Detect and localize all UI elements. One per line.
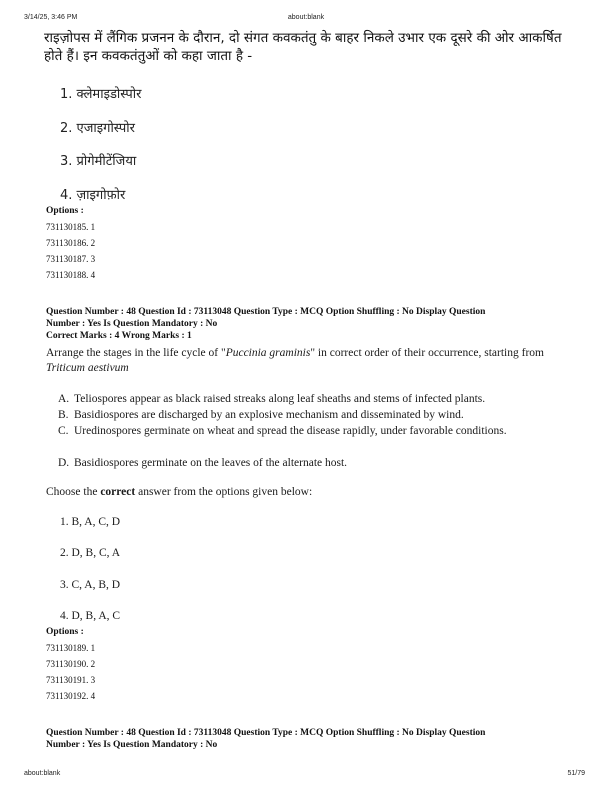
hindi-question-text: राइज़ोपस में लैंगिक प्रजनन के दौरान, दो संगत कवकतंतु के बाहर निकले उभार एक दूसरे की ओर आकर्षित होते हैं। इन कवकतंतुओं को कहा जाता है - xyxy=(44,30,562,64)
question-text-part: Arrange the stages in the life cycle of " xyxy=(46,347,226,359)
hindi-option-1: 1. क्लेमाइडोस्पोर xyxy=(60,87,142,102)
question-marks: Correct Marks : 4 Wrong Marks : 1 xyxy=(46,331,192,341)
question-meta xyxy=(46,306,576,342)
option-id: 731130191. 3 xyxy=(46,675,96,685)
next-question-meta xyxy=(46,727,576,751)
statement-letter: A. xyxy=(58,393,70,405)
question-text-part: " in correct order of their occurrence, starting from xyxy=(310,347,544,359)
option-id: 731130192. 4 xyxy=(46,691,96,701)
choose-emphasis: correct xyxy=(100,486,136,498)
question-meta-line: Number : Yes Is Question Mandatory : No xyxy=(46,319,218,329)
choose-instruction xyxy=(46,486,312,498)
options-label: Options : xyxy=(46,627,84,637)
statement-text: Teliospores appear as black raised streaks along leaf sheaths and stems of infected plants. xyxy=(74,393,486,405)
answer-option-1: 1. B, A, C, D xyxy=(60,516,121,528)
print-datetime: 3/14/25, 3:46 PM xyxy=(24,14,78,21)
print-page-title: about:blank xyxy=(287,14,325,21)
question-text xyxy=(46,346,576,376)
option-id: 731130186. 2 xyxy=(46,238,96,248)
question-meta-line: Question Number : 48 Question Id : 73113048 Question Type : MCQ Option Shuffling : No Display Question xyxy=(46,307,486,317)
option-id: 731130187. 3 xyxy=(46,254,96,264)
option-id: 731130185. 1 xyxy=(46,222,96,232)
statement-letter: C. xyxy=(58,425,69,437)
question-species-name: Puccinia graminis xyxy=(225,347,311,359)
question-host-name: Triticum aestivum xyxy=(46,362,129,374)
option-id: 731130189. 1 xyxy=(46,643,96,653)
hindi-option-4: 4. ज़ाइगोफ़ोर xyxy=(60,188,126,203)
options-label: Options : xyxy=(46,206,84,216)
hindi-option-2: 2. एजाइगोस्पोर xyxy=(60,121,135,136)
statement-text: Basidiospores germinate on the leaves of the alternate host. xyxy=(74,457,348,469)
answer-option-4: 4. D, B, A, C xyxy=(60,610,121,622)
option-id: 731130188. 4 xyxy=(46,270,96,280)
statement-text: Basidiospores are discharged by an explosive mechanism and disseminated by wind. xyxy=(74,409,464,421)
question-meta-line: Number : Yes Is Question Mandatory : No xyxy=(46,740,218,750)
print-page-number: 51/79 xyxy=(567,770,585,777)
answer-option-2: 2. D, B, C, A xyxy=(60,547,121,559)
answer-option-3: 3. C, A, B, D xyxy=(60,579,121,591)
print-footer-url: about:blank xyxy=(24,770,61,777)
choose-text: Choose the xyxy=(46,486,101,498)
hindi-option-3: 3. प्रोगेमीटेंजिया xyxy=(60,154,137,169)
statement-letter: D. xyxy=(58,457,70,469)
statement-letter: B. xyxy=(58,409,69,421)
question-meta-line: Question Number : 48 Question Id : 73113048 Question Type : MCQ Option Shuffling : No Display Question xyxy=(46,728,486,738)
choose-text: answer from the options given below: xyxy=(135,486,313,498)
statement-text: Uredinospores germinate on wheat and spread the disease rapidly, under favorable conditions. xyxy=(74,425,507,437)
option-id: 731130190. 2 xyxy=(46,659,96,669)
